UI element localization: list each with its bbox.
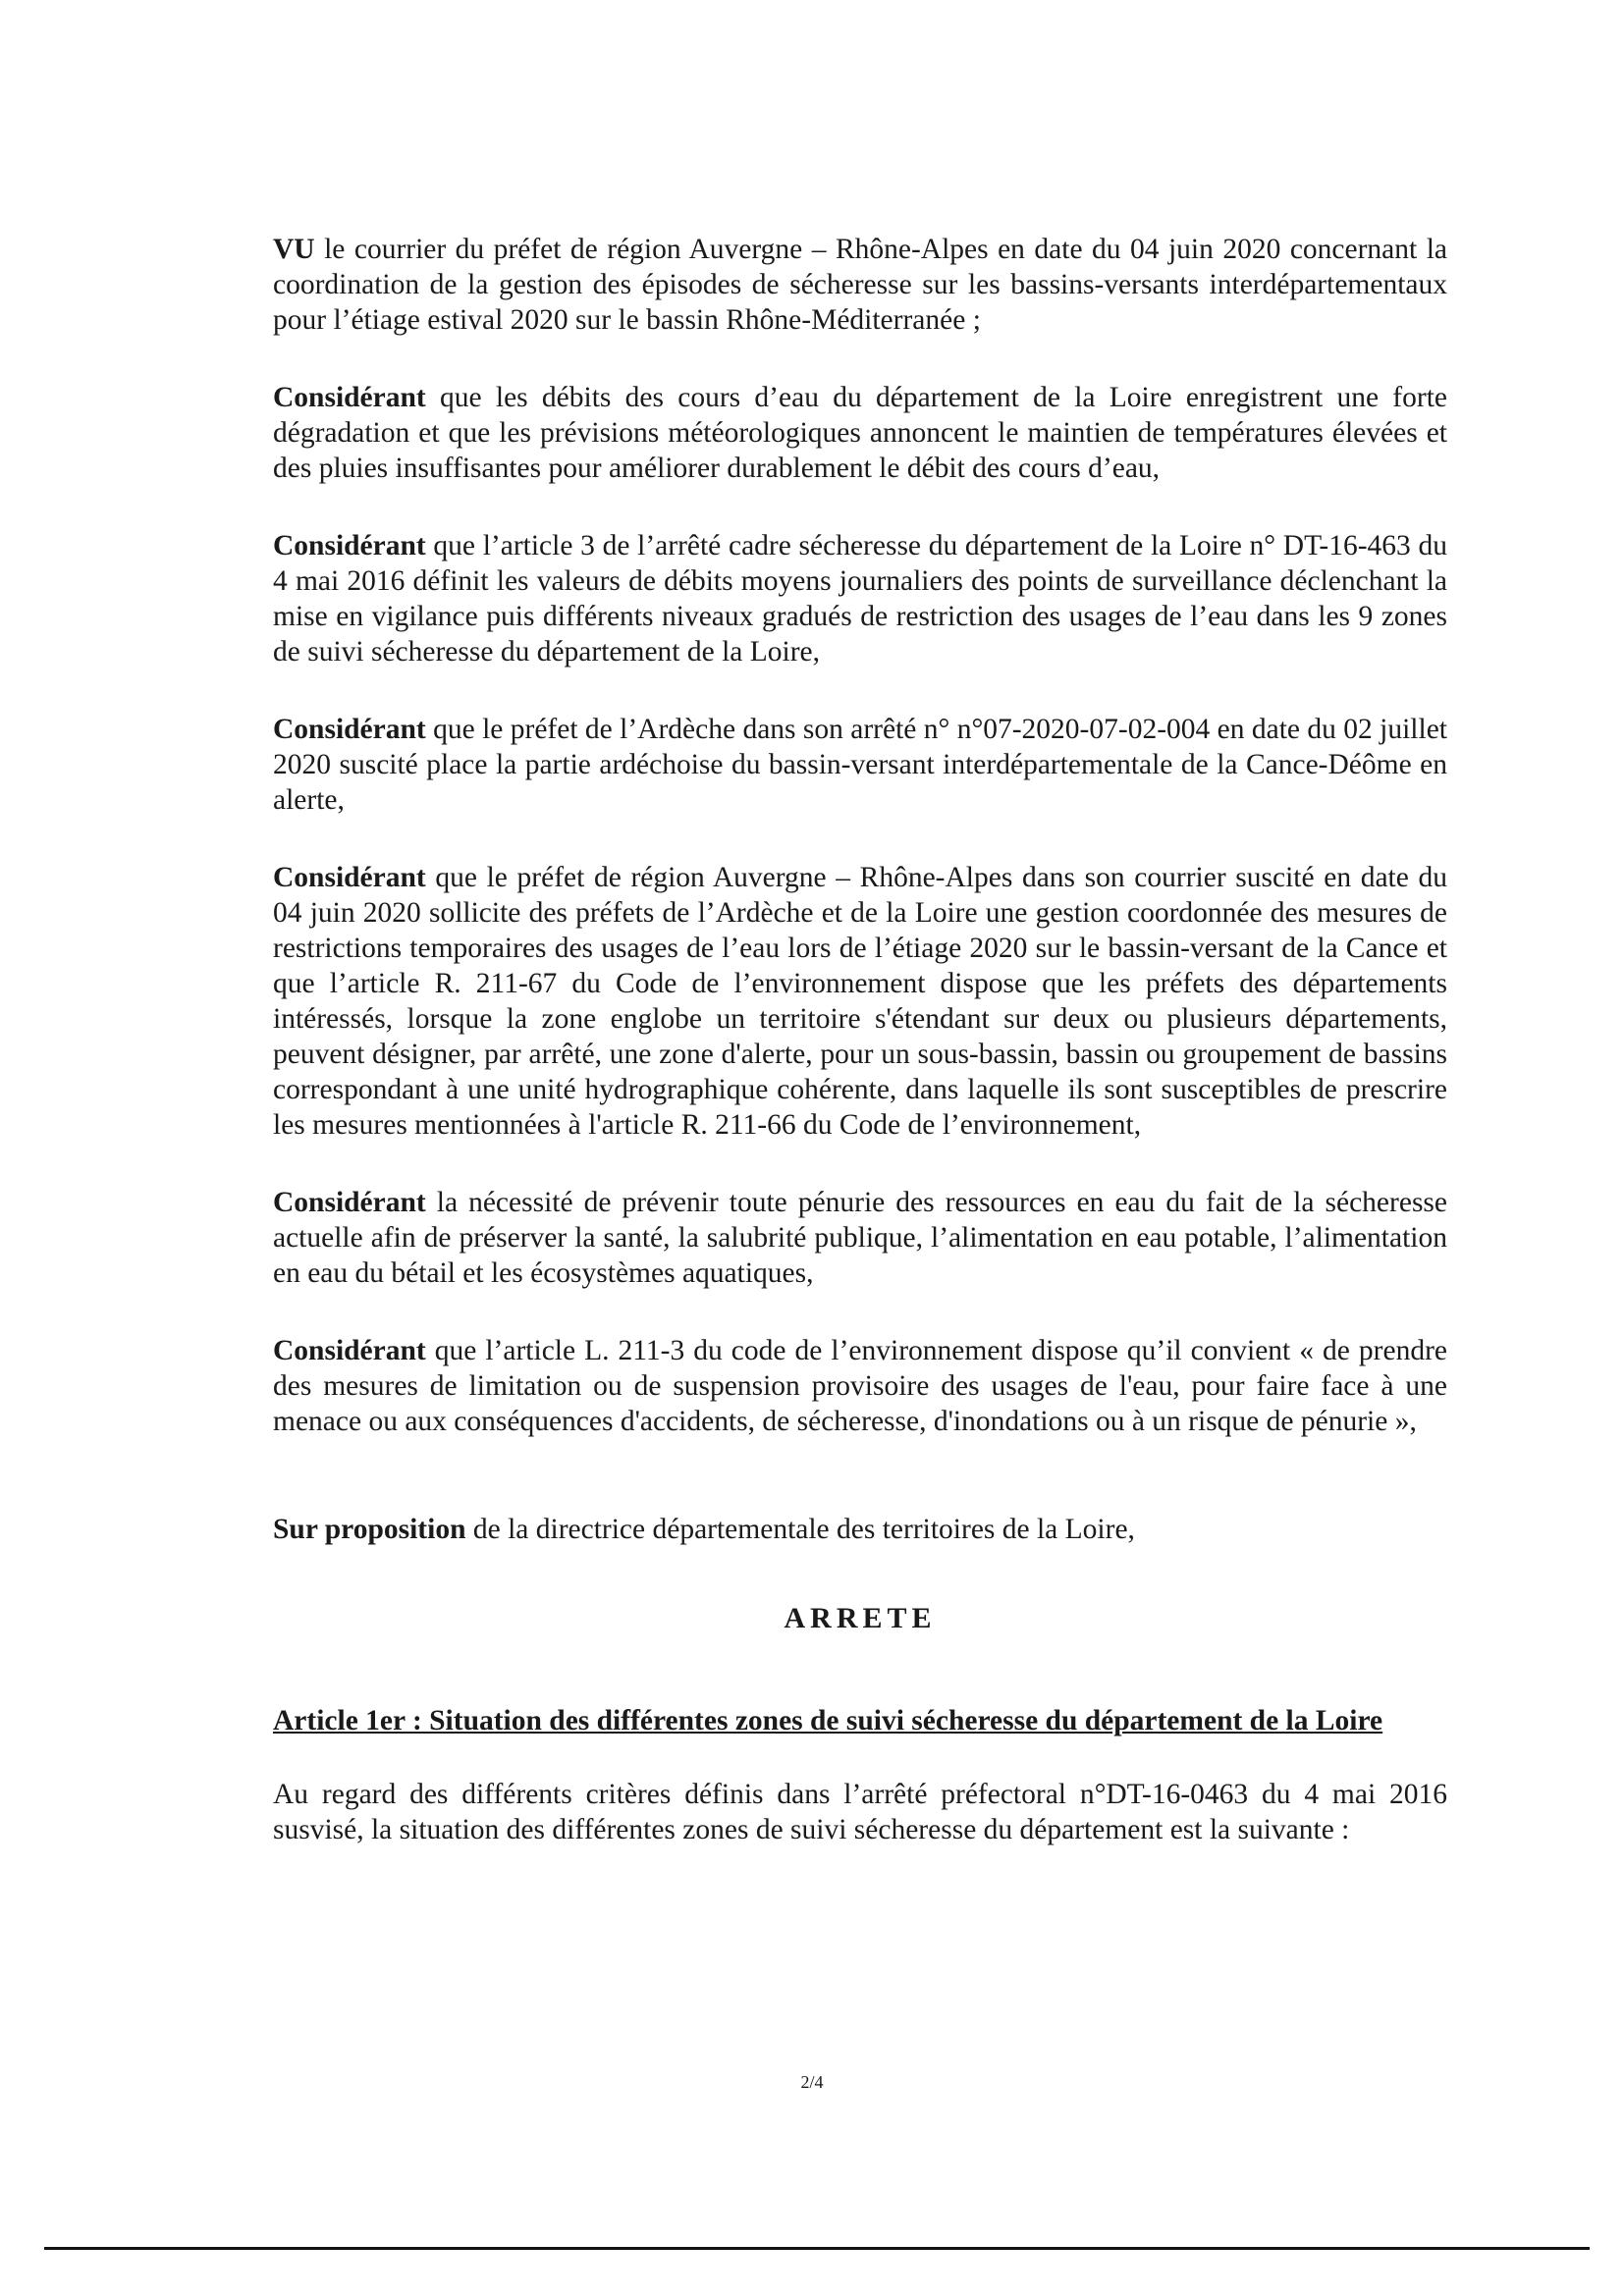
paragraph-text: le courrier du préfet de région Auvergne – Rhône-Alpes en date du 04 juin 2020 concernant la coordination de la gestion des épisodes de sécheresse sur les bassins-versants interdépartementaux pour l’étiage estival 2020 sur le bassin Rhône-Méditerranée ; xyxy=(273,234,1447,336)
paragraph-lead: VU xyxy=(273,234,315,265)
paragraph-lead: Considérant xyxy=(273,382,426,413)
paragraph-lead: Considérant xyxy=(273,714,426,745)
paragraph-considerant xyxy=(273,1333,1447,1439)
paragraph-lead: Considérant xyxy=(273,862,426,893)
paragraph-considerant xyxy=(273,1185,1447,1291)
paragraph-considerant xyxy=(273,712,1447,818)
paragraph-text: que l’article L. 211-3 du code de l’environnement dispose qu’il convient « de prendre des mesures de limitation ou de suspension provisoire des usages de l'eau, pour faire face à une menace ou aux conséquences d'accidents, de sécheresse, d'inondations ou à un risque de pénurie », xyxy=(273,1335,1447,1437)
paragraph-text: que le préfet de région Auvergne – Rhône-Alpes dans son courrier suscité en date du 04 juin 2020 sollicite des préfets de l’Ardèche et de la Loire une gestion coordonnée des mesures de restrictions temporaires des usages de l’eau lors de l’étiage 2020 sur le bassin-versant de la Cance et que l’article R. 211-67 du Code de l’environnement dispose que les préfets des départements intéressés, lorsque la zone englobe un territoire s'étendant sur deux ou plusieurs départements, peuvent désigner, par arrêté, une zone d'alerte, pour un sous-bassin, bassin ou groupement de bassins correspondant à une unité hydrographique cohérente, dans laquelle ils sont susceptibles de prescrire les mesures mentionnées à l'article R. 211-66 du Code de l’environnement, xyxy=(273,862,1447,1141)
paragraph-considerant xyxy=(273,860,1447,1143)
paragraph-lead: Considérant xyxy=(273,1187,426,1218)
paragraph-lead: Sur proposition xyxy=(273,1514,466,1545)
paragraph-lead: Considérant xyxy=(273,530,426,561)
article-body: Au regard des différents critères définis dans l’arrêté préfectoral n°DT-16-0463 du 4 mai 2016 susvisé, la situation des différentes zones de suivi sécheresse du département est la suivante : xyxy=(273,1779,1447,1845)
paragraph-text: que les débits des cours d’eau du département de la Loire enregistrent une forte dégradation et que les prévisions météorologiques annoncent le maintien de températures élevées et des pluies insuffisantes pour améliorer durablement le débit des cours d’eau, xyxy=(273,382,1447,484)
document-body xyxy=(273,232,1447,1890)
paragraph-text: de la directrice départementale des territoires de la Loire, xyxy=(465,1514,1135,1545)
paragraph-text: que l’article 3 de l’arrêté cadre sécheresse du département de la Loire n° DT-16-463 du 4 mai 2016 définit les valeurs de débits moyens journaliers des points de surveillance déclenchant la mise en vigilance puis différents niveaux gradués de restriction des usages de l’eau dans les 9 zones de suivi sécheresse du département de la Loire, xyxy=(273,530,1447,667)
decision-title: ARRETE xyxy=(784,1602,937,1634)
paragraph-text: la nécessité de prévenir toute pénurie des ressources en eau du fait de la sécheresse actuelle afin de préserver la santé, la salubrité publique, l’alimentation en eau potable, l’alimentation en eau du bétail et les écosystèmes aquatiques, xyxy=(273,1187,1447,1289)
paragraph-text: que le préfet de l’Ardèche dans son arrêté n° n°07-2020-07-02-004 en date du 02 juillet 2020 suscité place la partie ardéchoise du bassin-versant interdépartementale de la Cance-Déôme en alerte, xyxy=(273,714,1447,816)
paragraph-considerant xyxy=(273,380,1447,486)
page-number: 2/4 xyxy=(800,2072,824,2092)
paragraph-vu xyxy=(273,232,1447,338)
paragraph-proposition xyxy=(273,1512,1447,1547)
footer-rule xyxy=(44,2247,1590,2250)
paragraph-considerant xyxy=(273,528,1447,669)
paragraph-lead: Considérant xyxy=(273,1335,426,1366)
article-heading: Article 1er : Situation des différentes zones de suivi sécheresse du département de la Loire xyxy=(273,1705,1383,1736)
